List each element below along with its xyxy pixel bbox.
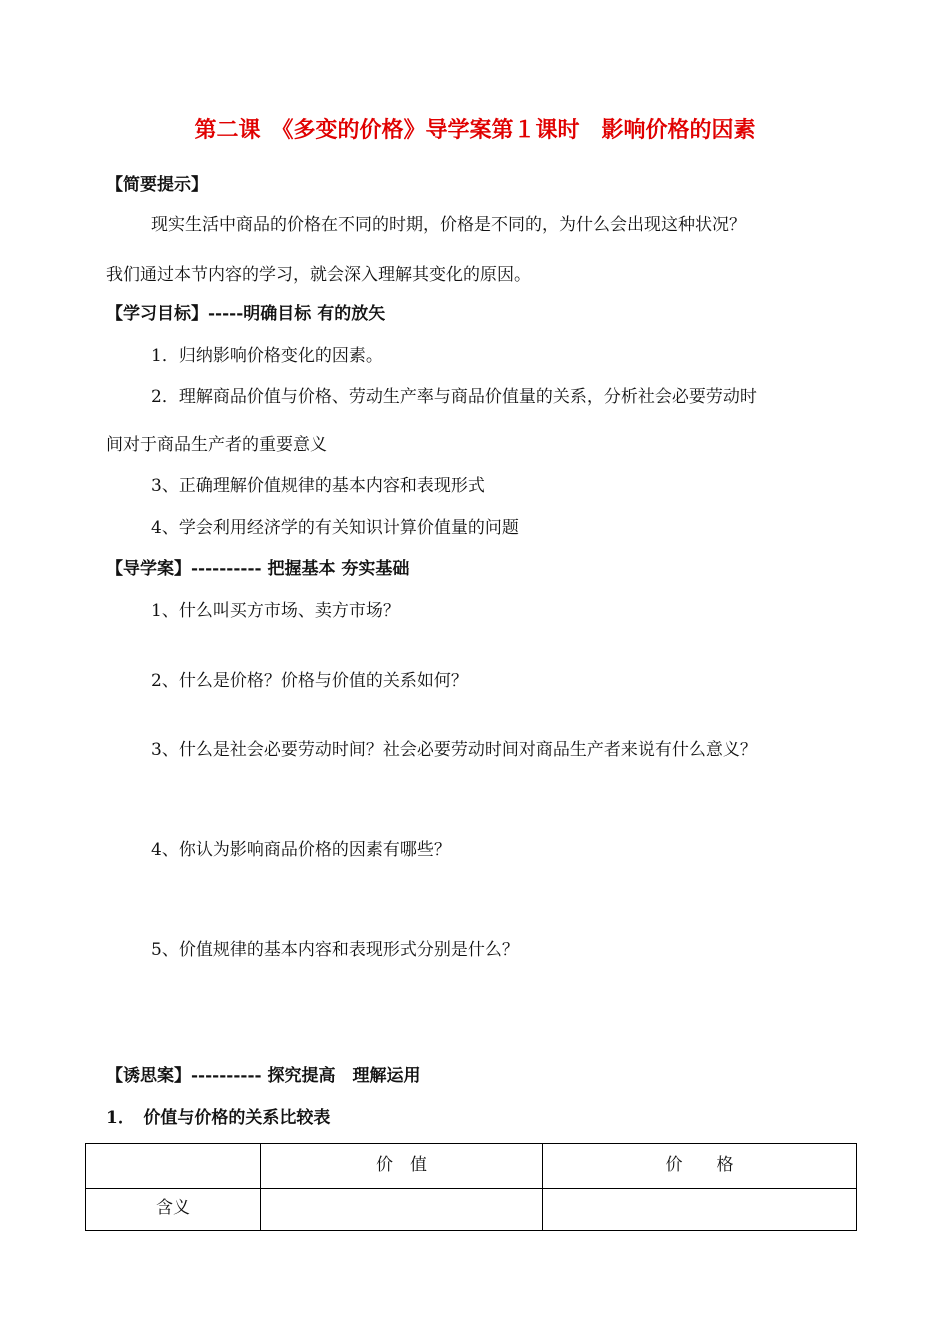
guide-question-5: 5、价值规律的基本内容和表现形式分别是什么？ [151, 940, 519, 960]
goal-item-1: 1．归纳影响价格变化的因素。 [151, 346, 383, 366]
tips-line-1: 现实生活中商品的价格在不同的时期，价格是不同的，为什么会出现这种状况？ [151, 215, 746, 235]
table-cell: 含义 [86, 1189, 261, 1231]
table-cell [261, 1189, 543, 1231]
table-header-cell [86, 1144, 261, 1189]
goals-heading: 【学习目标】-----明确目标 有的放矢 [106, 304, 386, 324]
goal-item-2: 2．理解商品价值与价格、劳动生产率与商品价值量的关系，分析社会必要劳动时 [151, 387, 757, 407]
table-header-cell: 价 值 [261, 1144, 543, 1189]
goal-item-3: 3、正确理解价值规律的基本内容和表现形式 [151, 476, 485, 496]
explore-subheading: 1． 价值与价格的关系比较表 [106, 1108, 331, 1128]
guide-heading: 【导学案】---------- 把握基本 夯实基础 [106, 559, 410, 579]
tips-line-2: 我们通过本节内容的学习，就会深入理解其变化的原因。 [106, 265, 531, 285]
guide-question-1: 1、什么叫买方市场、卖方市场？ [151, 601, 400, 621]
table-row [86, 1189, 857, 1231]
guide-question-4: 4、你认为影响商品价格的因素有哪些？ [151, 840, 451, 860]
tips-heading: 【简要提示】 [106, 175, 208, 195]
page-title: 第二课 《多变的价格》导学案第１课时 影响价格的因素 [194, 117, 756, 143]
table-header-row [86, 1144, 857, 1189]
goal-item-2-cont: 间对于商品生产者的重要意义 [106, 435, 327, 455]
table-header-cell: 价 格 [543, 1144, 857, 1189]
comparison-table [85, 1143, 857, 1231]
guide-question-3: 3、什么是社会必要劳动时间？社会必要劳动时间对商品生产者来说有什么意义？ [151, 740, 757, 760]
explore-heading: 【诱思案】---------- 探究提高 理解运用 [106, 1066, 421, 1086]
guide-question-2: 2、什么是价格？价格与价值的关系如何？ [151, 671, 468, 691]
table-cell [543, 1189, 857, 1231]
goal-item-4: 4、学会利用经济学的有关知识计算价值量的问题 [151, 518, 519, 538]
